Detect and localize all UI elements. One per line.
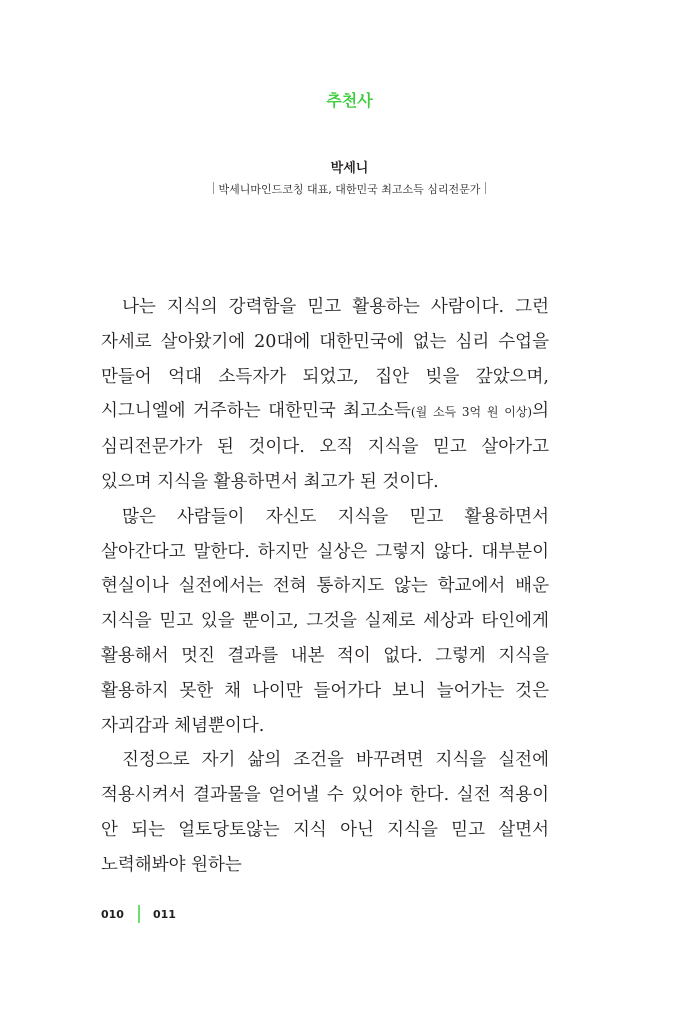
income-note: (월 소득 3억 원 이상) (410, 405, 533, 420)
paragraph-1-text-b: 의 심리전문가가 된 것이다. 오직 지식을 믿고 살아가고 있으며 지식을 활용하면서 최고가 된 것이다. (101, 401, 549, 492)
paragraph-2: 많은 사람들이 자신도 지식을 믿고 활용하면서 살아간다고 말한다. 하지만 실상은 그렇지 않다. 대부분이 현실이나 실전에서는 전혀 통하지도 않는 학교에서 배운 지식을 믿고 있을 뿐이고, 그것을 실제로 세상과 타인에게 활용해서 멋진 결과를 내본 적이 없다. 그렇게 지식을 활용하지 못한 채 나이만 들어가다 보니 늘어가는 것은 자괴감과 체념뿐이다. (101, 506, 549, 736)
right-bar-divider (485, 182, 486, 194)
author-role (0, 181, 699, 197)
right-page-number: 011 (152, 907, 176, 921)
author-name: 박세니 (330, 161, 369, 176)
author-role-text: 박세니마인드코칭 대표, 대한민국 최고소득 심리전문가 (218, 183, 481, 196)
page-divider (138, 905, 140, 923)
left-bar-divider (213, 182, 214, 194)
paragraph-1-text-a: 나는 지식의 강력함을 믿고 활용하는 사람이다. 그런 자세로 살아왔기에 20대에 대한민국에 없는 심리 수업을 만들어 억대 소득자가 되었고, 집안 빚을 갚았으며, 시그니엘에 거주하는 대한민국 최고소득 (101, 297, 549, 422)
paragraph-3: 진정으로 자기 삶의 조건을 바꾸려면 지식을 실전에 적용시켜서 결과물을 얻어낼 수 있어야 한다. 실전 적용이 안 되는 얼토당토않는 지식 아닌 지식을 믿고 살면서 노력해봐야 원하는 (101, 750, 549, 875)
section-title: 추천사 (326, 91, 373, 110)
paragraph-1 (101, 290, 549, 500)
left-page-number: 010 (101, 907, 124, 921)
page-numbers (101, 905, 176, 923)
body-text (101, 290, 549, 883)
